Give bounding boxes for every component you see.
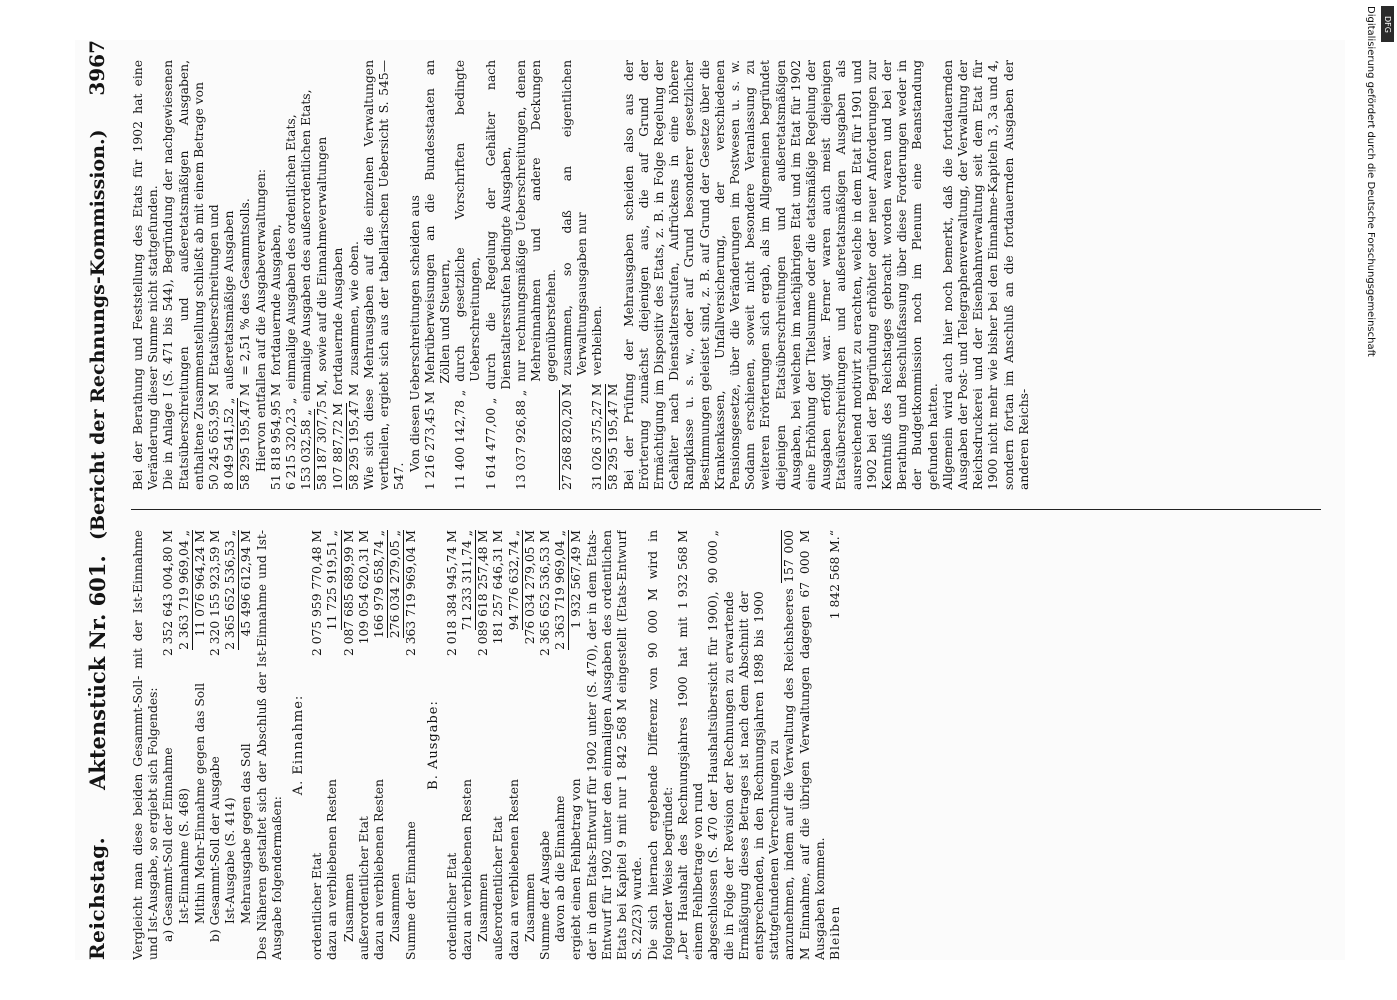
header-subtitle: (Bericht der Rechnungs-Kommission.): [87, 129, 109, 540]
etats-row-13: 13 037 926,88 „ nur rechnungsmäßige Ueberschreitungen, denen Mehreinnahmen und andere Deckungen gegenüberstehen.: [514, 60, 559, 490]
etats-row-14: 27 268 820,20 M zusammen, so daß an eigentlichen Verwaltungsausgaben nur: [559, 60, 589, 490]
einnahme-ordentlich-row: ordentlicher Etat 2 075 959 770,48 M: [310, 530, 325, 960]
etats-row-6: 153 032,58 „ einmalige Ausgaben des außerordentlichen Etats,: [299, 60, 315, 490]
page-number: 3967: [85, 40, 109, 96]
summe-ausgabe-row: Summe der Ausgabe 2 365 652 536,53 M: [538, 530, 553, 960]
paragraph-hiervon: Hiervon entfallen auf die Ausgabeverwaltungen:: [253, 168, 268, 472]
column-divider: [131, 509, 1321, 510]
etats-row-16: 58 295 195,47 M: [606, 383, 621, 490]
section-ausgabe: B. Ausgabe:: [425, 700, 441, 790]
mehrausgabe-row: Mehrausgabe gegen das Soll 45 496 612,94 M: [239, 530, 254, 924]
page-header: [75, 40, 115, 960]
ist-ausgabe-row: Ist-Ausgabe (S. 414) 2 365 652 536,53 „: [223, 530, 239, 960]
ist-einnahme-row: Ist-Einnahme (S. 468) 2 363 719 969,04 „: [177, 530, 193, 960]
paragraph-berathung: Bei der Berathung und Feststellung des Etats für 1902 hat eine Veränderung dieser Summe nicht stattgefunden.: [131, 60, 161, 490]
haushalt-row: „Der Haushalt des Rechnungsjahres 1900 hat mit einem Fehlbetrage von rund 1 932 568 M: [675, 530, 706, 960]
ausgabe-reste2-row: dazu an verbliebenen Resten 94 776 632,74 „: [507, 530, 523, 960]
etats-row-8: 107 887,72 M fortdauernde Ausgaben: [331, 60, 347, 490]
fehlbetrag-row: ergiebt einen Fehlbetrag von 1 932 567,49 M: [569, 530, 584, 960]
digitization-note: Digitalisierung gefördert durch die Deutsche Forschungsgemeinschaft: [1365, 6, 1376, 357]
paragraph-mehrausgaben: Wie sich diese Mehrausgaben auf die einzelnen Verwaltungen vertheilen, ergiebt sich aus der tabellarischen Uebersicht S. 545—547.: [362, 60, 407, 490]
etats-row-7: 58 187 307,75 M, sowie auf die Einnahmeverwaltungen: [315, 136, 330, 490]
paragraph-differenz: Die sich hiernach ergebende Differenz von 90 000 M wird in folgender Weise begründet:: [645, 530, 675, 960]
bleiben-row: Bleiben 1 842 568 M.“: [827, 530, 842, 960]
soll-einnahme-row: a) Gesammt-Soll der Einnahme 2 352 643 004,80 M: [161, 530, 176, 942]
etats-row-4: 51 818 954,95 M fortdauernde Ausgaben,: [268, 224, 283, 490]
etats-row-2: 8 049 541,52 „ außeretatsmäßige Ausgaben: [222, 60, 238, 490]
einnahme-ausserordentlich-row: außerordentlicher Etat 109 054 620,31 M: [356, 530, 371, 960]
section-einnahme: A. Einnahme:: [291, 694, 307, 796]
etats-row-1: 50 245 653,95 M Etatsüberschreitungen und: [207, 204, 222, 490]
left-column: [131, 530, 1321, 960]
etats-row-5: 6 215 320,23 „ einmalige Ausgaben des ordentlichen Etats,: [284, 114, 299, 490]
ausgabe-reste-row: dazu an verbliebenen Resten 71 233 311,74 „: [460, 530, 476, 960]
davon-ab-row: davon ab die Einnahme 2 363 719 969,04 „: [553, 530, 569, 960]
ermaessigung-row: abgeschlossen (S. 470 der Haushaltsübersicht für 1900), die in Folge der Revision der Rechnungen zu erwartende Ermäßigung dieses Betrages ist nach dem Abschnitt der entsprechenden, in den Rechnungsjahren 1898 bis 1900 stattgefundenen Verrechnungen zu 90 000 „: [706, 530, 782, 960]
document-page: [75, 40, 1345, 960]
ausgabe-ausserordentlich-row: außerordentlicher Etat 181 257 646,31 M: [491, 530, 506, 960]
mehr-einnahme-row: Mithin Mehr-Einnahme gegen das Soll 11 076 964,24 M: [192, 530, 207, 924]
right-column: [131, 60, 1321, 490]
etats-row-12: 1 614 477,00 „ durch die Regelung der Gehälter nach Dienstaltersstufen bedingte Ausgaben,: [483, 60, 513, 490]
etats-row-15: 31 026 375,27 M verbleiben.: [590, 60, 606, 490]
paragraph-verwaltungen: anzunehmen, indem auf die Verwaltung des Reichsheeres 157 000 M Einnahme, auf die übrigen Verwaltungen dagegen 67 000 M Ausgaben kommen.: [782, 530, 827, 960]
einnahme-zusammen-row: Zusammen 2 087 685 689,99 M: [341, 530, 356, 942]
etats-row-3: 58 295 195,47 M = 2,51 % des Gesammtsolls.: [238, 198, 253, 490]
details-intro: Des Näheren gestaltet sich der Abschluß der Ist-Einnahme und Ist-Ausgabe folgendermaßen:: [254, 530, 284, 960]
paragraph-allgemein: Allgemein wird auch hier noch bemerkt, daß die fortdauernden Ausgaben der Post- und Telegraphenverwaltung, der Verwaltung der Reichsdruckerei und der Eisenbahnverwaltung seit dem Etat für 1900 nicht mehr wie bisher bei den Einnahme-Kapiteln 3, 3a und 4, sondern fortan im Anschluß an die fortdauernden Ausgaben der anderen Reichs-: [940, 60, 1031, 490]
einnahme-reste-row: dazu an verbliebenen Resten 11 725 919,51 „: [325, 530, 341, 960]
header-title: Aktenstück Nr. 601.: [85, 555, 110, 790]
etats-row-9: 58 295 195,47 M zusammen, wie oben.: [346, 241, 361, 490]
intro-text: Vergleicht man diese beiden Gesammt-Soll- mit der Ist-Einnahme und Ist-Ausgabe, so ergiebt sich Folgendes:: [131, 530, 161, 960]
etats-row-10: 1 216 273,45 M Mehrüberweisungen an die Bundesstaaten an Zöllen und Steuern,: [422, 60, 453, 490]
soll-ausgabe-row: b) Gesammt-Soll der Ausgabe 2 320 155 923,59 M: [208, 530, 223, 942]
header-reichstag: Reichstag.: [85, 836, 109, 960]
paragraph-etat: der in dem Etats-Entwurf für 1902 unter (S. 470), der in dem Etats-Entwurf für 1902 unter den einmaligen Ausgaben des ordentlichen Etats bei Kapitel 9 mit nur 1 842 568 M eingestellt (Etats-Entwurf S. 22/23) wurde.: [584, 530, 645, 960]
ausgabe-zusammen2-row: Zusammen 276 034 279,05 M: [522, 530, 537, 942]
ausgabe-zusammen-row: Zusammen 2 089 618 257,48 M: [476, 530, 491, 942]
einnahme-reste2-row: dazu an verbliebenen Resten 166 979 658,74 „: [372, 530, 388, 960]
ausgabe-ordentlich-row: ordentlicher Etat 2 018 384 945,74 M: [444, 530, 459, 960]
einnahme-zusammen2-row: Zusammen 276 034 279,05 „: [388, 530, 404, 960]
paragraph-pruefung: Bei der Prüfung der Mehrausgaben scheiden also aus der Erörterung zunächst diejenigen aus, die auf Grund der Ermächtigung im Dispositiv des Etats, z. B. in Folge Regelung der Gehälter nach Dienstaltersstufen, Aufrückens in eine höhere Rangklasse u. s. w., oder auf Grund besonderer gesetzlicher Bestimmungen geleistet sind, z. B. auf Grund der Gesetze über die Krankenkassen, Unfallversicherung, der verschiedenen Pensionsgesetze, über die Veränderungen im Postwesen u. s. w. Sodann erschienen, soweit nicht besondere Veranlassung zu weiteren Erörterungen sich ergab, als im Allgemeinen begründet diejenigen Etatsüberschreitungen und außeretatsmäßigen Ausgaben, bei welchen im nachjährigen Etat und im Etat für 1902 eine Erhöhung der Titelsumme oder die etatsmäßige Regelung der Ausgaben erfolgt war. Ferner waren auch meist diejenigen Etatsüberschreitungen und außeretatsmäßigen Ausgaben als ausreichend motivirt zu erachten, welche in dem Etat für 1901 und 1902 bei der Begründung erhöhter oder neuer Anforderungen zur Kenntniß des Reichstages gebracht worden waren und bei der Berathung und Beschlußfassung über diese Forderungen weder in der Budgetkommission noch im Plenum eine Beanstandung gefunden hatten.: [621, 60, 940, 490]
summe-einnahme-row: Summe der Einnahme 2 363 719 969,04 M: [404, 530, 419, 960]
dfg-logo: DFG: [1381, 6, 1394, 42]
paragraph-anlage: Die in Anlage I (S. 471 bis 544), Begründung der nachgewiesenen Etatsüberschreitungen und außeretatsmäßigen Ausgaben, enthaltene Zusammenstellung schließt ab mit einem Betrage von: [161, 60, 206, 490]
paragraph-ueberschreitungen: Von diesen Ueberschreitungen scheiden aus: [407, 195, 422, 472]
etats-row-11: 11 400 142,78 „ durch gesetzliche Vorschriften bedingte Ueberschreitungen,: [453, 60, 483, 490]
